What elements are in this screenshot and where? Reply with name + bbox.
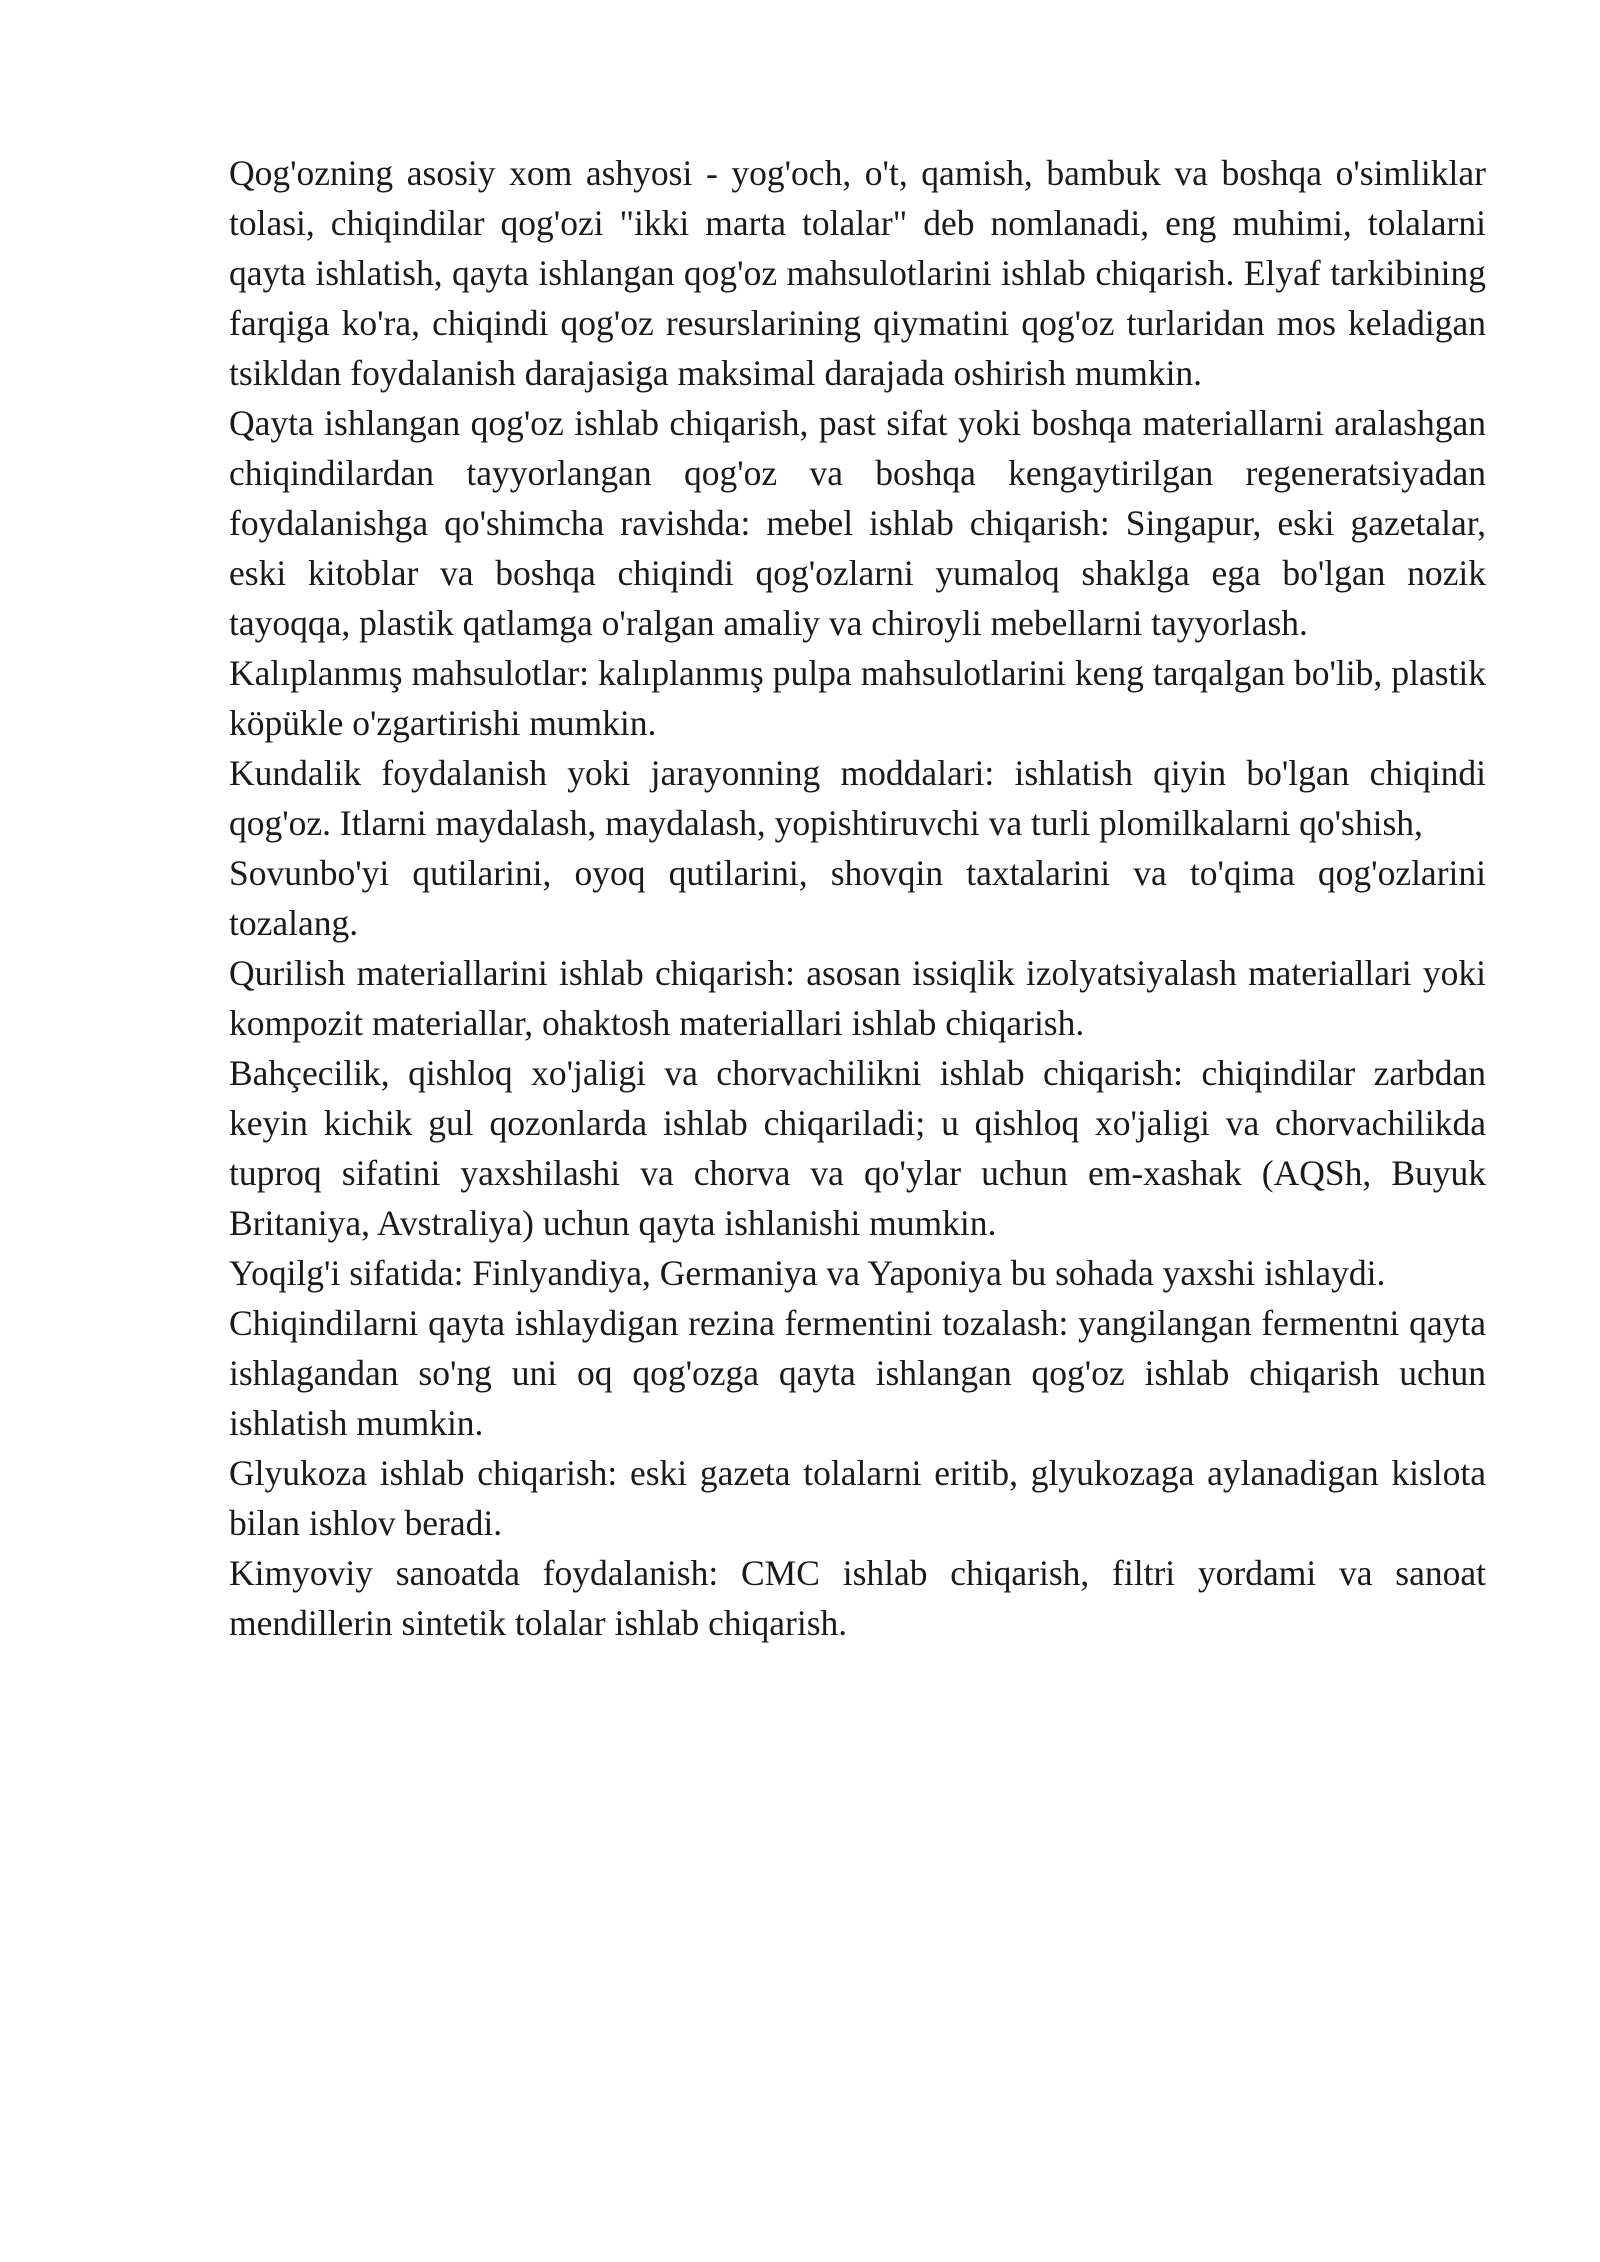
paragraph-recycled-paper: Qayta ishlangan qog'oz ishlab chiqarish, past sifat yoki boshqa materiallarni aralashgan chiqindilardan tayyorlangan qog'oz va boshqa kengaytirilgan regeneratsiyadan foydalanishga qo'shimcha ravishda: mebel ishlab chiqarish: Singapur, eski gazetalar, eski kitoblar va boshqa chiqindi qog'ozlarni yumaloq shaklga ega bo'lgan nozik tayoqqa, plastik qatlamga o'ralgan amaliy va chiroyli mebellarni tayyorlash.: [229, 403, 1486, 643]
paragraph-horticulture: Bahçecilik, qishloq xo'jaligi va chorvachilikni ishlab chiqarish: chiqindilar zarbdan keyin kichik gul qozonlarda ishlab chiqariladi; u qishloq xo'jaligi va chorvachilikda tuproq sifatini yaxshilashi va chorva va qo'ylar uchun em-xashak (AQSh, Buyuk Britaniya, Avstraliya) uchun qayta ishlanishi mumkin.: [229, 1053, 1486, 1243]
body-text: [229, 148, 1486, 1648]
paragraph-enzyme: Chiqindilarni qayta ishlaydigan rezina fermentini tozalash: yangilangan fermentni qayta ishlagandan so'ng uni oq qog'ozga qayta ishlangan qog'oz ishlab chiqarish uchun ishlatish mumkin.: [229, 1303, 1486, 1443]
paragraph-fuel: Yoqilg'i sifatida: Finlyandiya, Germaniya va Yaponiya bu sohada yaxshi ishlaydi.: [229, 1253, 1386, 1293]
paragraph-raw-materials: Qog'ozning asosiy xom ashyosi - yog'och, o't, qamish, bambuk va boshqa o'simliklar tolasi, chiqindilar qog'ozi "ikki marta tolalar" deb nomlanadi, eng muhimi, tolalarni qayta ishlatish, qayta ishlangan qog'oz mahsulotlarini ishlab chiqarish. Elyaf tarkibining farqiga ko'ra, chiqindi qog'oz resurslarining qiymatini qog'oz turlaridan mos keladigan tsikldan foydalanish darajasiga maksimal darajada oshirish mumkin.: [229, 153, 1486, 393]
paragraph-boxes: Sovunbo'yi qutilarini, oyoq qutilarini, shovqin taxtalarini va to'qima qog'ozlarini tozalang.: [229, 853, 1486, 943]
paragraph-construction: Qurilish materiallarini ishlab chiqarish: asosan issiqlik izolyatsiyalash materiallari yoki kompozit materiallar, ohaktosh materiallari ishlab chiqarish.: [229, 953, 1486, 1043]
paragraph-daily-use: Kundalik foydalanish yoki jarayonning moddalari: ishlatish qiyin bo'lgan chiqindi qog'oz. Itlarni maydalash, maydalash, yopishtiruvchi va turli plomilkalarni qo'shish,: [229, 753, 1486, 843]
paragraph-glucose: Glyukoza ishlab chiqarish: eski gazeta tolalarni eritib, glyukozaga aylanadigan kislota bilan ishlov beradi.: [229, 1453, 1486, 1543]
paragraph-molded-products: Kalıplanmış mahsulotlar: kalıplanmış pulpa mahsulotlarini keng tarqalgan bo'lib, plastik köpükle o'zgartirishi mumkin.: [229, 653, 1486, 743]
paragraph-chemical-industry: Kimyoviy sanoatda foydalanish: CMC ishlab chiqarish, filtri yordami va sanoat mendillerin sintetik tolalar ishlab chiqarish.: [229, 1553, 1486, 1643]
